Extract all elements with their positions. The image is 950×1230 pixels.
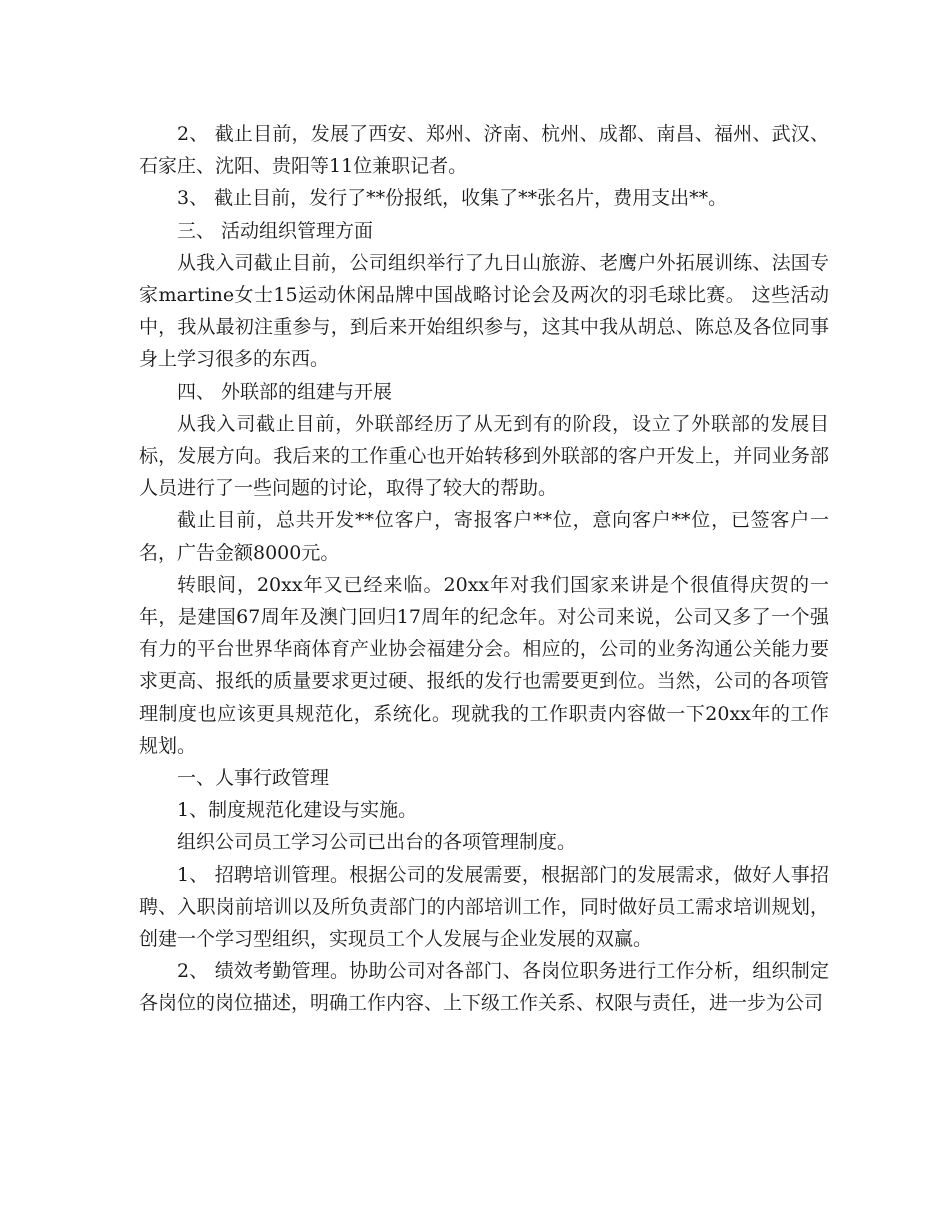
paragraph: 3、 截止目前，发行了**份报纸，收集了**张名片，费用支出**。	[177, 187, 728, 210]
section-heading: 四、 外联部的组建与开展	[177, 380, 393, 403]
paragraph: 截止目前，总共开发**位客户，寄报客户**位，意向客户**位，已签客户一名，广告金额8000元。	[139, 509, 829, 564]
document-body	[139, 118, 829, 1020]
paragraph: 组织公司员工学习公司已出台的各项管理制度。	[177, 831, 577, 854]
paragraph: 1、 招聘培训管理。根据公司的发展需要，根据部门的发展需求，做好人事招聘、入职岗前培训以及所负责部门的内部培训工作，同时做好员工需求培训规划，创建一个学习型组织，实现员工个人发展与企业发展的双赢。	[139, 863, 829, 951]
paragraph: 2、 截止目前，发展了西安、郑州、济南、杭州、成都、南昌、福州、武汉、石家庄、沈阳、贵阳等11位兼职记者。	[139, 123, 829, 178]
subsection-heading: 1、制度规范化建设与实施。	[177, 799, 418, 822]
paragraph: 2、 绩效考勤管理。协助公司对各部门、各岗位职务进行工作分析，组织制定各岗位的岗位描述，明确工作内容、上下级工作关系、权限与责任，进一步为公司	[139, 960, 829, 1015]
paragraph: 转眼间，20xx年又已经来临。20xx年对我们国家来讲是个很值得庆贺的一年，是建国67周年及澳门回归17周年的纪念年。对公司来说，公司又多了一个强有力的平台世界华商体育产业协会福建分会。相应的，公司的业务沟通公关能力要求更高、报纸的质量要求更过硬、报纸的发行也需要更到位。当然，公司的各项管理制度也应该更具规范化，系统化。现就我的工作职责内容做一下20xx年的工作规划。	[139, 573, 829, 757]
section-heading: 一、人事行政管理	[177, 767, 330, 790]
section-heading: 三、 活动组织管理方面	[177, 219, 374, 242]
paragraph: 从我入司截止目前，公司组织举行了九日山旅游、老鹰户外拓展训练、法国专家martine女士15运动休闲品牌中国战略讨论会及两次的羽毛球比赛。 这些活动中，我从最初注重参与，到后来开始组织参与，这其中我从胡总、陈总及各位同事身上学习很多的东西。	[139, 251, 829, 371]
paragraph: 从我入司截止目前，外联部经历了从无到有的阶段，设立了外联部的发展目标，发展方向。我后来的工作重心也开始转移到外联部的客户开发上，并同业务部人员进行了一些问题的讨论，取得了较大的帮助。	[139, 412, 829, 500]
